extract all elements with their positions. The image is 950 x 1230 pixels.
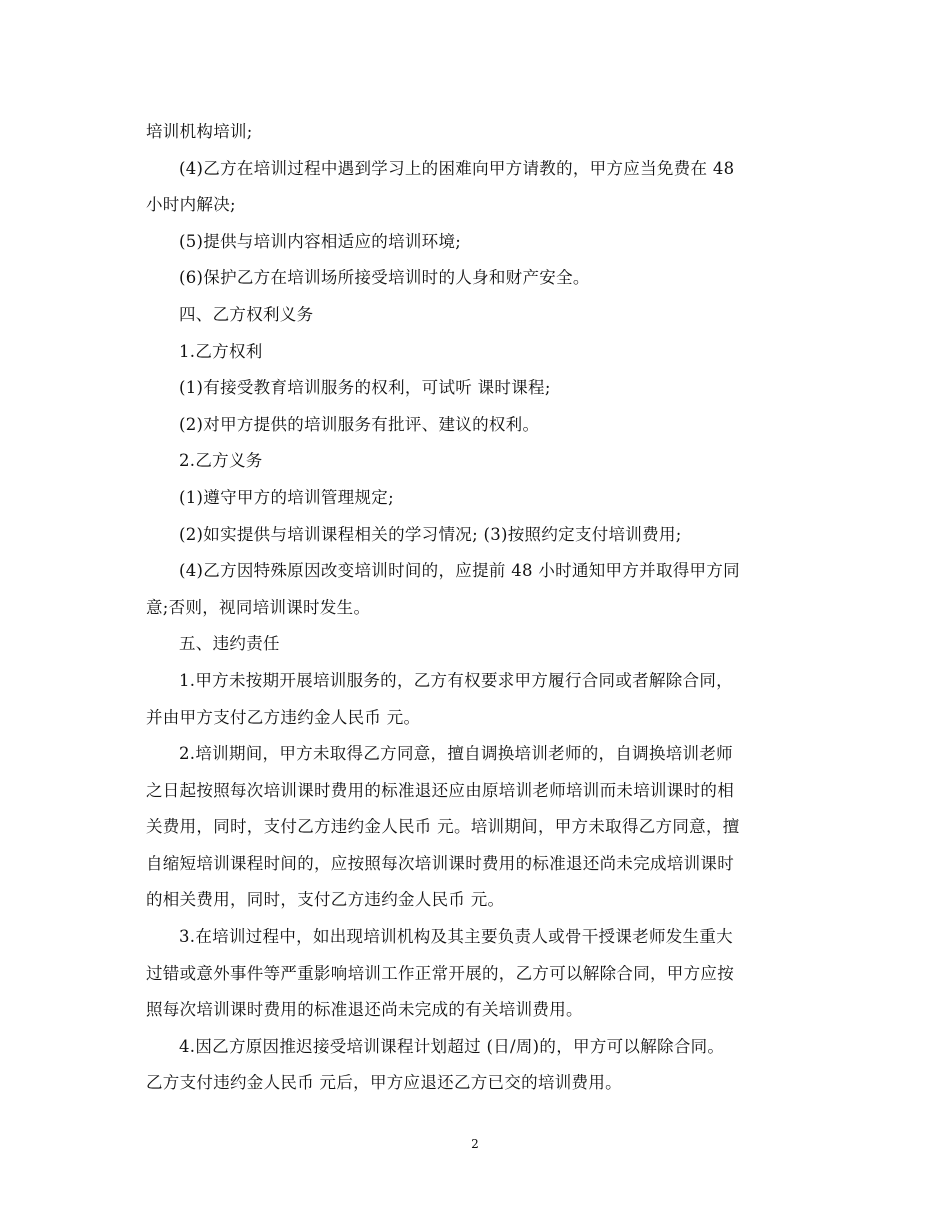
text-line: (2)对甲方提供的培训服务有批评、建议的权利。	[179, 414, 540, 434]
text-line: 3.在培训过程中，如出现培训机构及其主要负责人或骨干授课老师发生重大	[179, 927, 733, 947]
subsection-heading: 1.乙方权利	[179, 341, 263, 361]
text-line: (2)如实提供与培训课程相关的学习情况; (3)按照约定支付培训费用;	[179, 524, 682, 544]
text-line: 2.培训期间，甲方未取得乙方同意，擅自调换培训老师的，自调换培训老师	[179, 744, 733, 764]
text-line: 并由甲方支付乙方违约金人民币 元。	[146, 707, 421, 727]
text-line: (6)保护乙方在培训场所接受培训时的人身和财产安全。	[179, 268, 590, 288]
document-body	[146, 114, 806, 1102]
page-number: 2	[471, 1137, 479, 1151]
section-heading: 四、乙方权利义务	[179, 304, 314, 324]
text-line: 关费用，同时，支付乙方违约金人民币 元。培训期间，甲方未取得乙方同意，擅	[146, 817, 740, 837]
text-line: (4)乙方在培训过程中遇到学习上的困难向甲方请教的，甲方应当免费在 48	[179, 158, 735, 178]
text-line: 过错或意外事件等严重影响培训工作正常开展的，乙方可以解除合同，甲方应按	[146, 963, 734, 983]
section-heading: 五、违约责任	[179, 634, 280, 654]
text-line: 小时内解决;	[146, 195, 236, 215]
text-line: (1)遵守甲方的培训管理规定;	[179, 487, 394, 507]
text-line: 之日起按照每次培训课时费用的标准退还应由原培训老师培训而未培训课时的相	[146, 780, 734, 800]
text-line: 乙方支付违约金人民币 元后，甲方应退还乙方已交的培训费用。	[146, 1073, 622, 1093]
text-line: (5)提供与培训内容相适应的培训环境;	[179, 231, 462, 251]
text-line: 意;否则，视同培训课时发生。	[146, 597, 371, 617]
text-line: 自缩短培训课程时间的，应按照每次培训课时费用的标准退还尚未完成培训课时	[146, 853, 734, 873]
text-line: 照每次培训课时费用的标准退还尚未完成的有关培训费用。	[146, 1000, 583, 1020]
text-line: 1.甲方未按期开展培训服务的，乙方有权要求甲方履行合同或者解除合同，	[179, 670, 733, 690]
text-line: 的相关费用，同时，支付乙方违约金人民币 元。	[146, 890, 505, 910]
text-line: 4.因乙方原因推迟接受培训课程计划超过 (日/周)的，甲方可以解除合同。	[179, 1036, 725, 1056]
subsection-heading: 2.乙方义务	[179, 451, 263, 471]
text-line: (1)有接受教育培训服务的权利，可试听 课时课程;	[179, 378, 551, 398]
text-line: 培训机构培训;	[146, 122, 253, 141]
text-line: (4)乙方因特殊原因改变培训时间的，应提前 48 小时通知甲方并取得甲方同	[179, 561, 740, 581]
